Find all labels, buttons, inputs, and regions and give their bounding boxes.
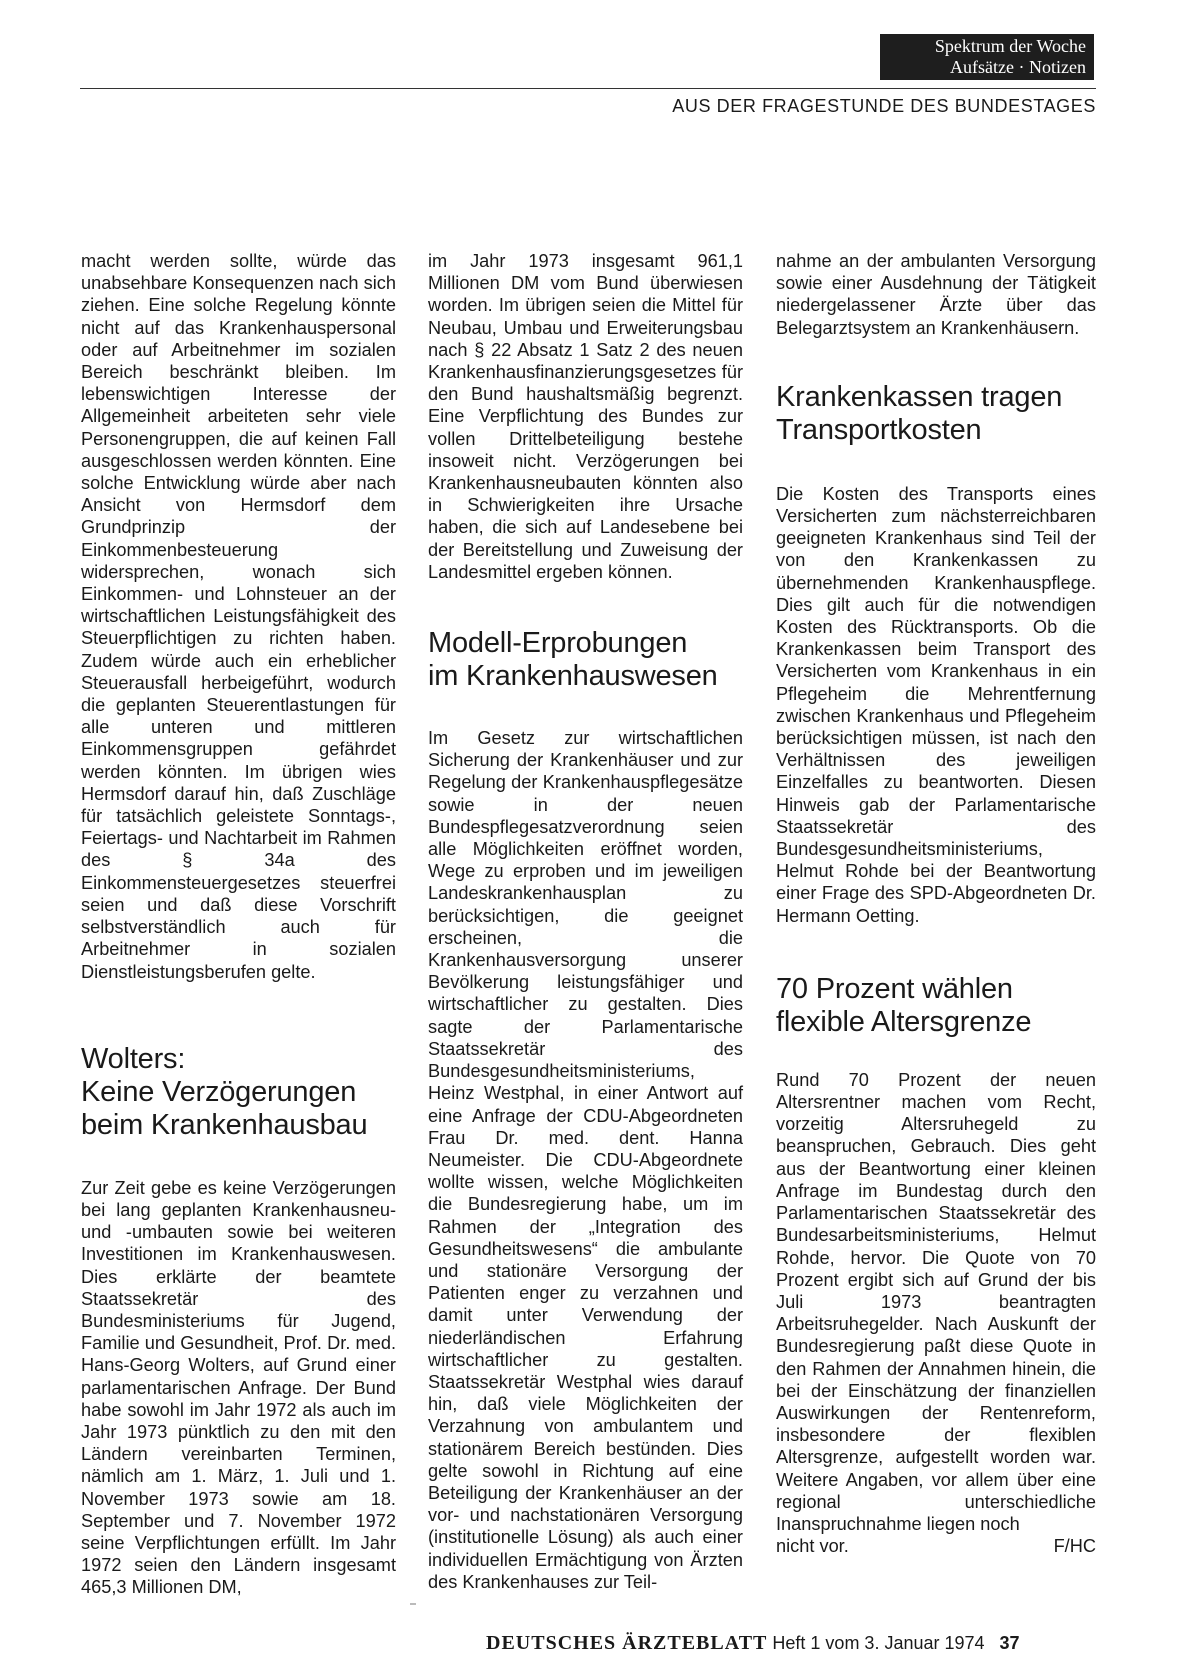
heading-line: Wolters: [81,1042,186,1075]
article-heading-transport [776,381,1096,447]
section-title: AUS DER FRAGESTUNDE DES BUNDESTAGES [672,96,1096,116]
column-1 [81,250,396,1599]
article-paragraph: Im Gesetz zur wirtschaftlichen Sicherung der Krankenhäuser und zur Regelung der Krankenhauspflegesätze sowie in der neuen Bundespflegesatzverordnung seien alle Möglichkeiten eröffnet worden, Wege zu erproben und im jeweiligen Landeskrankenhausplan zu berücksichtigen, die geeignet erscheinen, die Krankenhausversorgung unserer Bevölkerung leistungsfähiger und wirtschaftlicher zu gestalten. Dies sagte der Parlamentarische Staatssekretär des Bundesgesundheitsministeriums, Heinz Westphal, in einer Antwort auf eine Anfrage der CDU-Abgeordneten Frau Dr. med. dent. Hanna Neumeister. Die CDU-Abgeordnete wollte wissen, welche Möglichkeiten die Bundesregierung habe, um im Rahmen der „Integration des Gesundheitswesens“ die ambulante und stationäre Versorgung der Patienten enger zu verzahnen und damit unter Verwendung der niederländischen Erfahrung wirtschaftlicher zu gestalten. Staatssekretär Westphal wies darauf hin, daß viele Möglichkeiten der Verzahnung von ambulantem und stationärem Bereich bestünden. Dies gelte sowohl in Richtung auf eine Beteiligung der Krankenhäuser an der vor- und nachstationären Versorgung (institutionelle Lösung) als auch einer individuellen Ermächtigung von Ärzten des Krankenhauses zur Teil- [428,728,743,1592]
badge-line-2: Aufsätze · Notizen [950,57,1086,77]
header-rule [80,88,1096,89]
heading-line: Krankenkassen tragen [776,380,1063,413]
closing-text: nicht vor. [776,1536,849,1557]
section-badge [880,34,1094,80]
article-closing-line [776,1535,1096,1557]
heading-line: Transportkosten [776,413,982,446]
article-paragraph: im Jahr 1973 insgesamt 961,1 Millionen DM vom Bund überwiesen worden. Im übrigen seien die Mittel für Neubau, Umbau und Erweiterungsbau nach § 22 Absatz 1 Satz 2 des neuen Krankenhausfinanzierungsgesetzes für den Bund haushaltsmäßig begrenzt. Eine Verpflichtung des Bundes zur vollen Drittelbeteiligung bestehe insoweit nicht. Verzögerungen bei Krankenhausneubauten könnten also in Schwierigkeiten ihre Ursache haben, die sich auf Landesebene bei der Bereitstellung und Zuweisung der Landesmittel ergeben können. [428,251,743,582]
heading-line: Modell-Erprobungen [428,627,688,660]
article-paragraph: Rund 70 Prozent der neuen Altersrentner machen vom Recht, vorzeitig Altersruhegeld zu beanspruchen, Gebrauch. Dies geht aus der Beantwortung einer kleinen Anfrage im Bundestag durch den Parlamentarischen Staatssekretär des Bundesarbeitsministeriums, Helmut Rohde, hervor. Die Quote von 70 Prozent ergibt sich auf Grund der bis Juli 1973 beantragten Arbeitsruhegelder. Nach Auskunft der Bundesregierung paßt diese Quote in den Rahmen der Annahmen hinein, die bei der Einschätzung der finanziellen Auswirkungen der Rentenreform, insbesondere der flexiblen Altersgrenze, aufgestellt worden war. Weitere Angaben, vor allem über eine regional unterschiedliche Inanspruchnahme liegen noch [776,1069,1096,1534]
article-heading-modell [428,627,743,693]
badge-line-1: Spektrum der Woche [934,36,1086,56]
article-paragraph: Die Kosten des Transports eines Versicherten zum nächsterreichbaren geeigneten Krankenhaus sind Teil der von den Krankenkassen zu übernehmenden Krankenhauspflege. Dies gilt auch für die notwendigen Kosten des Rücktransports. Ob die Krankenkassen beim Transport des Versicherten vom Krankenhaus in ein Pflegeheim die Mehrentfernung zwischen Krankenhaus und Pflegeheim berücksichtigen müssen, ist nach den Verhältnissen des jeweiligen Einzelfalles zu beantworten. Diesen Hinweis gab der Parlamentarische Staatssekretär des Bundesgesundheitsministeriums, Helmut Rohde bei der Beantwortung einer Frage des SPD-Abgeordneten Dr. Hermann Oetting. [776,483,1096,926]
heading-line: im Krankenhauswesen [428,660,718,693]
column-3 [776,250,1096,1557]
heading-line: beim Krankenhausbau [81,1108,368,1141]
author-signature: F/HC [1053,1536,1096,1557]
article-paragraph: macht werden sollte, würde das unabsehbare Konsequenzen nach sich ziehen. Eine solche Regelung könnte nicht auf das Krankenhauspersonal oder auf Arbeitnehmer im sozialen Bereich beschränkt bleiben. Im lebenswichtigen Interesse der Allgemeinheit arbeiteten sehr viele Personengruppen, die auf keinen Fall ausgeschlossen werden könnten. Eine solche Entwicklung würde aber nach Ansicht von Hermsdorf dem Grundprinzip der Einkommenbesteuerung widersprechen, wonach sich Einkommen- und Lohnsteuer an der wirtschaftlichen Leistungsfähigkeit des Steuerpflichtigen zu richten haben. Zudem würde auch ein erheblicher Steuerausfall herbeigeführt, wodurch die geplanten Steuerentlastungen für alle unteren und mittleren Einkommensgruppen gefährdet werden könnten. Im übrigen wies Hermsdorf darauf hin, daß Zuschläge für tatsächlich geleistete Sonntags-, Feiertags- und Nachtarbeit im Rahmen des § 34a des Einkommensteuergesetzes steuerfrei seien und daß diese Vorschrift selbstverständlich auch für Arbeitnehmer in sozialen Dienstleistungsberufen gelte. [81,251,396,982]
print-mark [410,1603,416,1605]
issue-info: Heft 1 vom 3. Januar 1974 [772,1633,985,1653]
article-paragraph: Zur Zeit gebe es keine Verzögerungen bei lang geplanten Krankenhausneu- und -umbauten sowie bei weiteren Investitionen im Krankenhauswesen. Dies erklärte der beamtete Staatssekretär des Bundesministeriums für Jugend, Familie und Gesundheit, Prof. Dr. med. Hans-Georg Wolters, auf Grund einer parlamentarischen Anfrage. Der Bund habe sowohl im Jahr 1972 als auch im Jahr 1973 pünktlich zu den mit den Ländern vereinbarten Terminen, nämlich am 1. März, 1. Juli und 1. November 1973 sowie am 18. September und 7. November 1972 seine Verpflichtungen erfüllt. Im Jahr 1972 seien den Ländern insgesamt 465,3 Millionen DM, [81,1177,396,1598]
heading-line: flexible Altersgrenze [776,1005,1032,1038]
heading-line: Keine Verzögerungen [81,1075,357,1108]
heading-line: 70 Prozent wählen [776,972,1013,1005]
page-number: 37 [999,1633,1020,1653]
column-2 [428,250,743,1593]
journal-name: DEUTSCHES ÄRZTEBLATT [486,1632,768,1654]
article-paragraph: nahme an der ambulanten Versorgung sowie einer Ausdehnung der Tätigkeit niedergelassener Ärzte über das Belegarztsystem an Krankenhäusern. [776,251,1096,338]
article-heading-wolters [81,1043,396,1142]
page-footer [486,1632,1020,1655]
article-heading-altersgrenze [776,973,1096,1039]
